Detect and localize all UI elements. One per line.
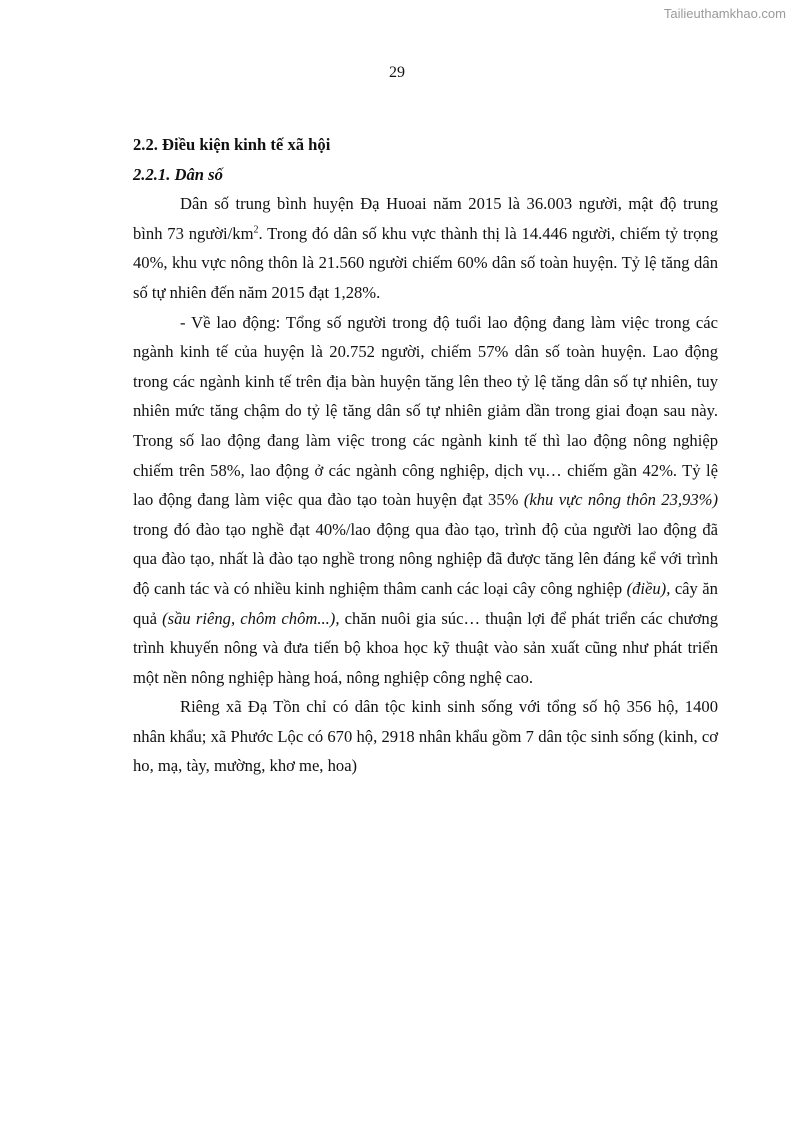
paragraph-text: trong đó đào tạo nghề đạt 40%/lao động qua đào tạo, trình độ của người lao động đã qua đào tạo, nhất là đào tạo nghề trong nông nghiệp đã được tăng lên đáng kể với trình độ canh tác và có nhiều kinh nghiệm thâm canh các loại cây công nghiệp [133, 519, 718, 598]
subsection-heading: 2.2.1. Dân số [133, 164, 223, 184]
paragraph-ethnic-groups: Riêng xã Đạ Tồn chỉ có dân tộc kinh sinh sống với tổng số hộ 356 hộ, 1400 nhân khẩu; xã Phước Lộc có 670 hộ, 2918 nhân khẩu gồm 7 dân tộc sinh sống (kinh, cơ ho, mạ, tày, mường, khơ me, hoa) [133, 697, 718, 776]
paragraph-text: . Trong đó dân số khu vực thành thị là 14.446 người, chiếm tỷ trọng 40%, khu vực nông thôn là 21.560 người chiếm 60% dân số toàn huyện. Tỷ lệ tăng dân số tự nhiên đến năm 2015 đạt 1,28%. [133, 223, 719, 302]
document-body [133, 130, 718, 781]
paragraph-text: Dân số trung bình huyện Đạ Huoai năm 2015 là 36.003 người, mật độ trung bình 73 người/km [133, 194, 718, 243]
paragraph-labor [133, 308, 718, 693]
superscript: 2 [253, 224, 259, 236]
paragraph-text: - Về lao động: Tổng số người trong độ tuổi lao động đang làm việc trong các ngành kinh tế của huyện là 20.752 người, chiếm 57% dân số toàn huyện. Lao động trong các ngành kinh tế trên địa bàn huyện tăng lên theo tỷ lệ tăng dân số tự nhiên, tuy nhiên mức tăng chậm do tỷ lệ tăng dân số tự nhiên giảm dần trong giai đoạn sau này. Trong số lao động đang làm việc trong các ngành kinh tế thì lao động nông nghiệp chiếm trên 58%, lao động ở các ngành công nghiệp, dịch vụ… chiếm gần 42%. Tỷ lệ lao động đang làm việc qua đào tạo toàn huyện đạt 35% [133, 312, 718, 510]
section-heading: 2.2. Điều kiện kinh tế xã hội [133, 135, 331, 154]
italic-note: (khu vực nông thôn 23,93%) [523, 490, 718, 510]
italic-note: (sầu riêng, chôm chôm...), [162, 608, 340, 628]
watermark-text: Tailieuthamkhao.com [663, 6, 786, 21]
paragraph-text: cây ăn quả [133, 578, 718, 628]
paragraph-text: chăn nuôi gia súc… thuận lợi để phát triển các chương trình khuyến nông và đưa tiến bộ khoa học kỹ thuật vào sản xuất cũng như phát triển một nền nông nghiệp hàng hoá, nông nghiệp công nghệ cao. [133, 608, 718, 687]
paragraph-population [133, 189, 718, 307]
italic-note: (điều), [626, 578, 671, 598]
page-number: 29 [389, 64, 405, 81]
